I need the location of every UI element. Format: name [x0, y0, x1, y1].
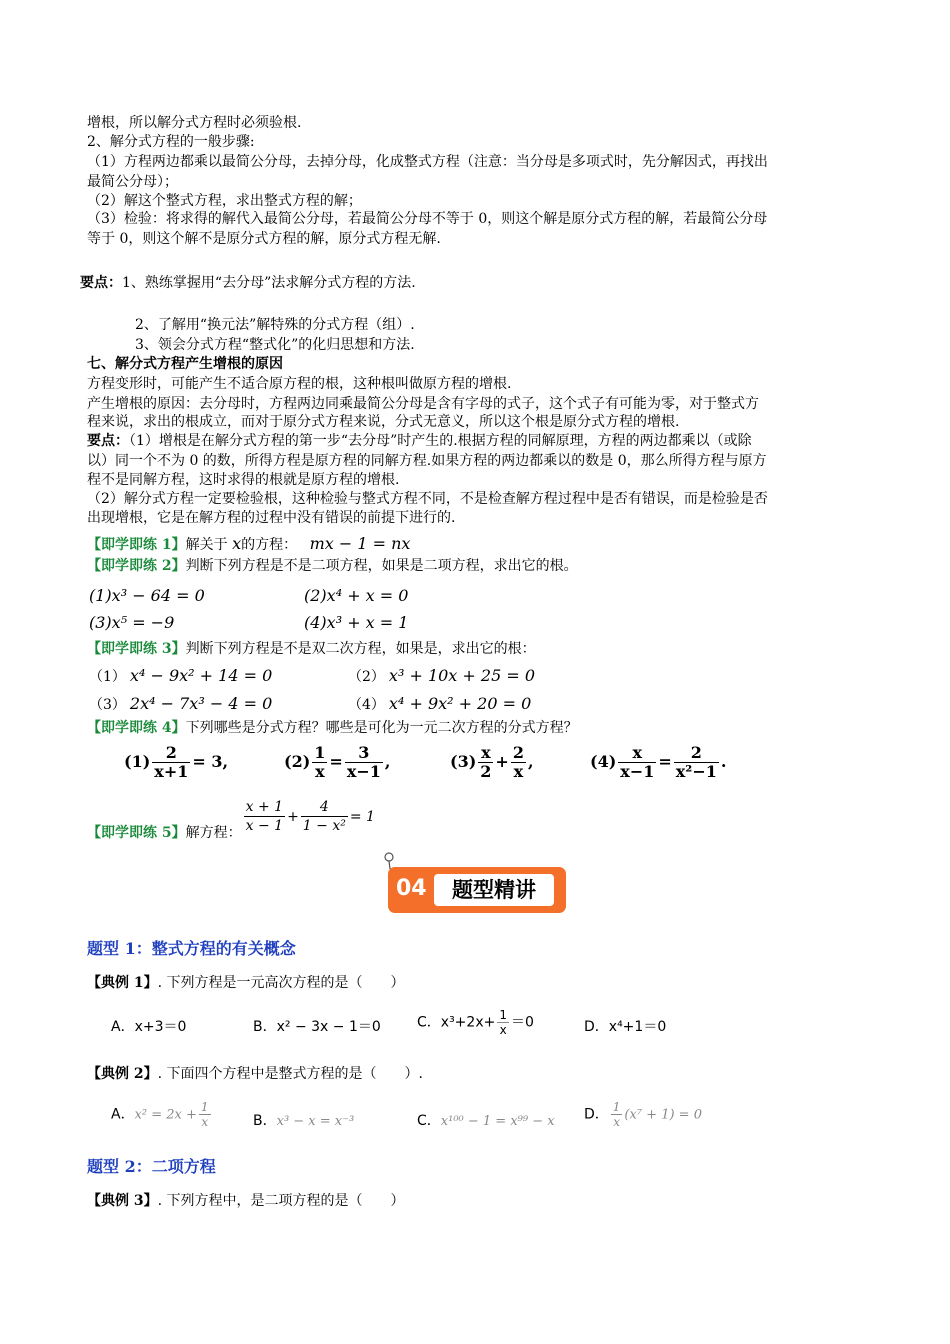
paragraph: 增根，所以解分式方程时必须验根. [87, 115, 302, 131]
paragraph: （1）方程两边都乘以最简公分母，去掉分母，化成整式方程（注意：当分母是多项式时，先分解因式，再找出 [87, 154, 768, 170]
paragraph: 方程变形时，可能产生不适合原方程的根，这种根叫做原方程的增根. [87, 376, 512, 392]
equation: (4)x³ + x = 1 [304, 613, 409, 632]
paragraph: 2、解分式方程的一般步骤: [87, 134, 255, 150]
key-points-1: 要点：1、熟练掌握用“去分母”法求解分式方程的方法. [80, 275, 416, 291]
option-c: C．x¹⁰⁰ − 1 = x⁹⁹ − x [417, 1113, 555, 1129]
option-a: A．x+3＝0 [111, 1019, 187, 1035]
exercise-4: 【即学即练 4】下列哪些是分式方程？哪些是可化为一元二次方程的分式方程？ [87, 720, 578, 736]
exercise-2: 【即学即练 2】判断下列方程是不是二项方程，如果是二项方程，求出它的根。 [87, 558, 578, 574]
option-c: C．x³+2x+ $\frac{1}{x}$ ＝0 [417, 1008, 534, 1037]
fraction-equation-2: (2) $\frac{1}{x}$ = $\frac{3}{x-1}$ , [284, 743, 391, 781]
fraction-equation-1: (1) $\frac{2}{x+1}$ = 3, [124, 743, 229, 781]
option-d: D．x⁴+1＝0 [584, 1019, 667, 1035]
type-heading: 题型 2：二项方程 [87, 1157, 216, 1176]
paragraph: 产生增根的原因：去分母时，方程两边同乘最简公分母是含有字母的式子，这个式子有可能为零，对于整式方 [87, 396, 759, 412]
paragraph: 程不是同解方程，这时求得的根就是原方程的增根. [87, 472, 400, 488]
example-3: 【典例 3】. 下列方程中，是二项方程的是（ ） [87, 1193, 405, 1209]
equation: (2)x⁴ + x = 0 [304, 586, 409, 605]
option-d: D． $\frac{1}{x}$ (x⁷ + 1) = 0 [584, 1100, 702, 1129]
paragraph: 出现增根，它是在解方程的过程中没有错误的前提下进行的. [87, 510, 456, 526]
equation: (1)x³ − 64 = 0 [89, 586, 205, 605]
equation-item: （3） 2x⁴ − 7x³ − 4 = 0 [89, 694, 273, 713]
equation: (3)x⁵ = −9 [89, 613, 175, 632]
paragraph: （3）检验：将求得的解代入最简公分母，若最简公分母不等于 0，则这个解是原分式方程的解，若最简公分母 [87, 211, 768, 227]
equation-item: （1） x⁴ − 9x² + 14 = 0 [89, 666, 273, 685]
paragraph: 最简公分母）； [87, 174, 178, 190]
example-1: 【典例 1】. 下列方程是一元高次方程的是（ ） [87, 975, 405, 991]
section-banner: 04 题型精讲 [388, 867, 566, 913]
option-b: B．x² − 3x − 1＝0 [253, 1019, 381, 1035]
equation-item: （4） x⁴ + 9x² + 20 = 0 [348, 694, 532, 713]
paragraph: （2）解分式方程一定要检验根，这种检验与整式方程不同，不是检查解方程过程中是否有错误，而是检验是否 [87, 491, 768, 507]
paragraph: （2）解这个整式方程，求出整式方程的解； [87, 193, 362, 209]
equation: $\frac{x + 1}{x - 1}$ + $\frac{4}{\text{1 − x²}}$ = 1 [245, 799, 375, 834]
key-points-2: 2、了解用“换元法”解特殊的分式方程（组）. [135, 317, 415, 333]
equation-item: （2） x³ + 10x + 25 = 0 [348, 666, 536, 685]
option-a: A．x² = 2x + $\frac{1}{x}$ [111, 1100, 209, 1129]
paragraph: 等于 0，则这个解不是原分式方程的解，原分式方程无解. [87, 231, 441, 247]
fraction-equation-3: (3) $\frac{x}{2}$ + $\frac{2}{x}$ , [450, 743, 534, 781]
example-2: 【典例 2】. 下面四个方程中是整式方程的是（ ）. [87, 1066, 423, 1082]
exercise-1: 【即学即练 1】解关于 x的方程： mx − 1 = nx [87, 534, 411, 553]
section-heading: 七、解分式方程产生增根的原因 [87, 356, 283, 372]
type-heading: 题型 1：整式方程的有关概念 [87, 939, 296, 958]
fraction-equation-4: (4) $\frac{x}{x-1}$ = $\frac{2}{\text{x²−1}}$ . [590, 743, 727, 781]
paragraph: 程来说，求出的根成立，而对于原分式方程来说，分式无意义，所以这个根是原分式方程的增根. [87, 414, 680, 430]
option-b: B．x³ − x = x⁻³ [253, 1113, 355, 1129]
paragraph: 以）同一个不为 0 的数，所得方程是原方程的同解方程.如果方程的两边都乘以的数是 0，那么所得方程与原方 [87, 453, 767, 469]
key-points-3: 3、领会分式方程“整式化”的化归思想和方法. [135, 337, 415, 353]
exercise-5: 【即学即练 5】解方程： $\frac{x + 1}{x - 1}$ + $\frac{4}{\text{1 − x²}}$ = 1 [87, 799, 375, 841]
paragraph: 要点：（1）增根是在解分式方程的第一步“去分母”时产生的.根据方程的同解原理，方程的两边都乘以（或除 [87, 433, 752, 449]
exercise-3: 【即学即练 3】判断下列方程是不是双二次方程，如果是，求出它的根： [87, 641, 536, 657]
